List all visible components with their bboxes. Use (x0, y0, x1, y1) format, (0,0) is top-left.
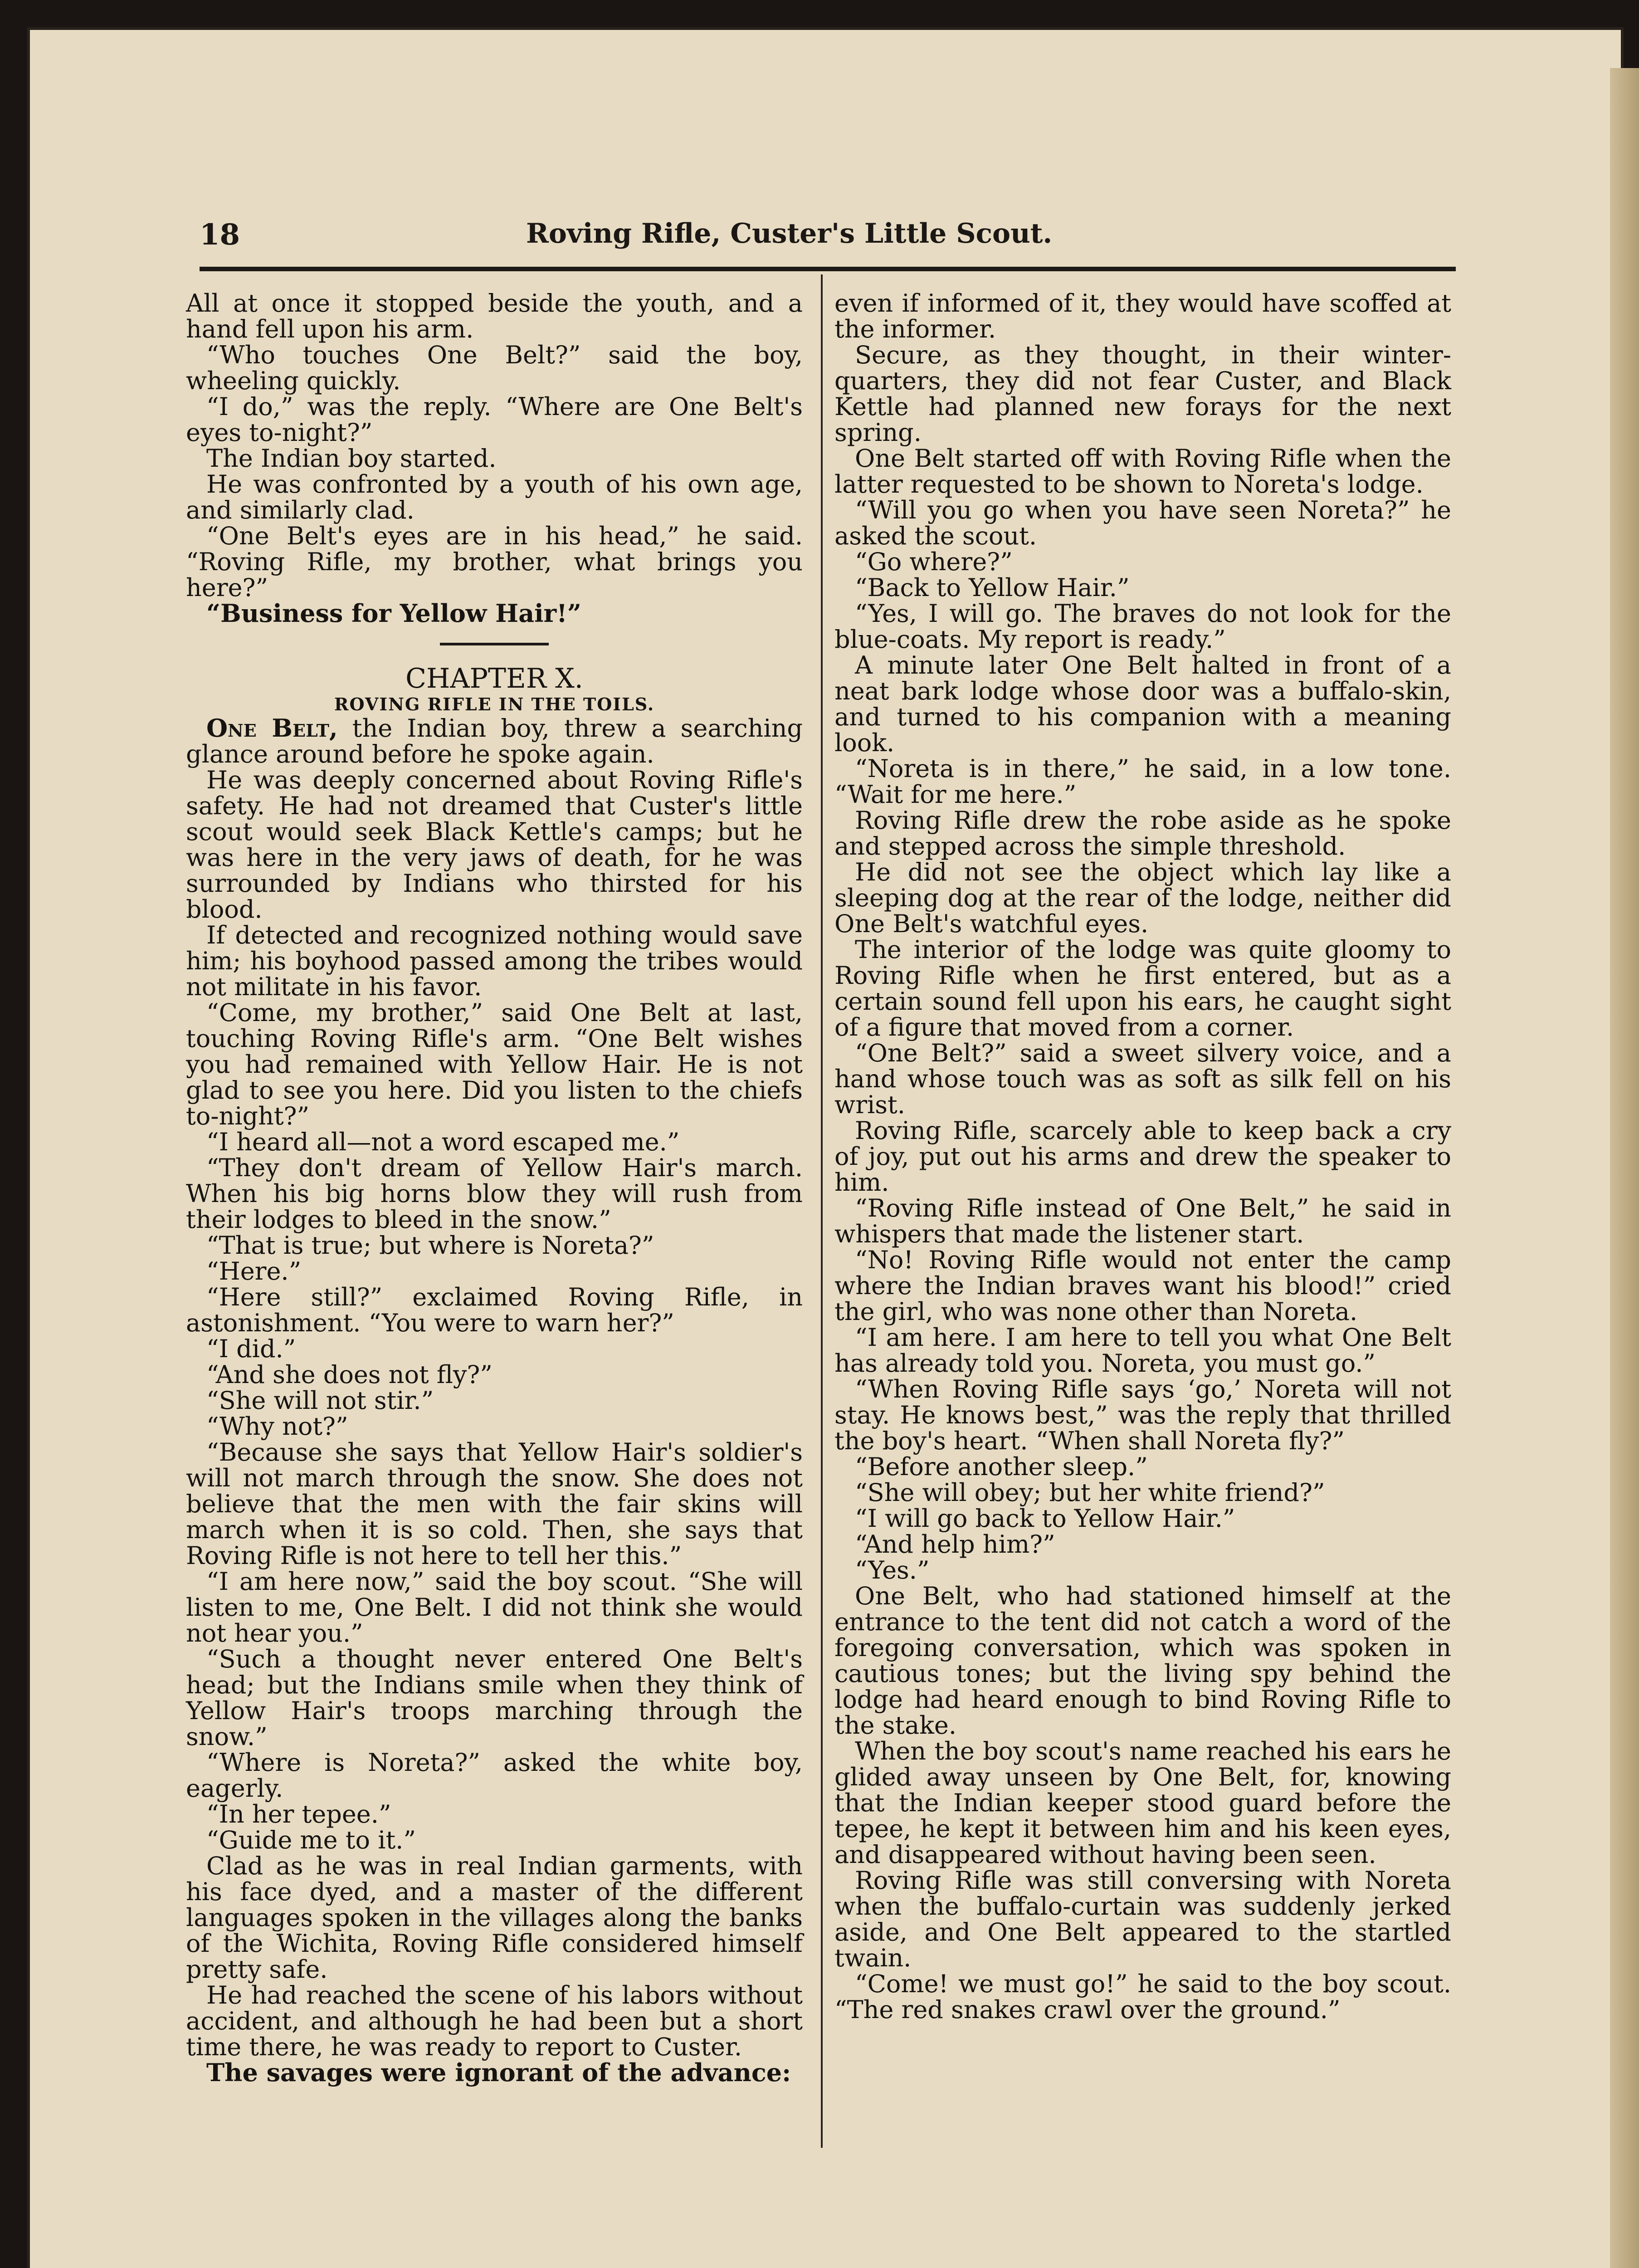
chapter-first-paragraph (186, 715, 803, 767)
chapter-lead-words: One Belt, (206, 714, 338, 743)
paragraph: “And help him?” (855, 1530, 1055, 1559)
paragraph: He was confronted by a youth of his own age, and similarly clad. (186, 470, 803, 524)
paragraph: “And she does not fly?” (206, 1360, 493, 1389)
paragraph: Roving Rifle, scarcely able to keep back a cry of joy, put out his arms and drew the speaker to him. (834, 1116, 1451, 1197)
paragraph: “One Belt?” said a sweet silvery voice, and a hand whose touch was as soft as silk fell on his wrist. (834, 1039, 1451, 1119)
left-column (186, 290, 803, 2086)
chapter-subtitle: ROVING RIFLE IN THE TOILS. (334, 694, 655, 714)
paragraph: If detected and recognized nothing would save him; his boyhood passed among the tribes would not militate in his favor. (186, 921, 803, 1001)
paragraph: One Belt started off with Roving Rifle when the latter requested to be shown to Noreta's lodge. (834, 444, 1451, 499)
paragraph: “I do,” was the reply. “Where are One Belt's eyes to-night?” (186, 392, 803, 447)
book-spine-edge (1610, 68, 1639, 2268)
paragraph: “I will go back to Yellow Hair.” (855, 1504, 1235, 1533)
right-paragraphs (834, 290, 1451, 2023)
paragraph: “Because she says that Yellow Hair's soldier's will not march through the snow. She does not believe that the men with the fair skins will march when it is so cold. Then, she says that Roving Rifle is not here to tell her this.” (186, 1438, 803, 1570)
paragraph: “I am here. I am here to tell you what One Belt has already told you. Noreta, you must go.” (834, 1323, 1451, 1378)
paragraph: A minute later One Belt halted in front of a neat bark lodge whose door was a buffalo-skin, and turned to his companion with a meaning look. (834, 651, 1451, 757)
left-last-line: The savages were ignorant of the advance: (206, 2058, 791, 2087)
chapter-first-paragraph-text: the Indian boy, threw a searching glance around before he spoke again. (186, 714, 803, 768)
chapter-rule (440, 643, 549, 645)
paragraph: “One Belt's eyes are in his head,” he said. “Roving Rifle, my brother, what brings you here?” (186, 522, 803, 602)
paragraph: “I am here now,” said the boy scout. “She will listen to me, One Belt. I did not think she would not hear you.” (186, 1567, 803, 1647)
left-paragraphs-before-chapter (186, 290, 803, 626)
paragraph: “No! Roving Rifle would not enter the camp where the Indian braves want his blood!” cried the girl, who was none other than Noreta. (834, 1246, 1451, 1326)
paragraph: All at once it stopped beside the youth, and a hand fell upon his arm. (186, 289, 803, 343)
paragraph: Roving Rifle drew the robe aside as he spoke and stepped across the simple threshold. (834, 806, 1451, 860)
paragraph: “Roving Rifle instead of One Belt,” he said in whispers that made the listener start. (834, 1194, 1451, 1248)
paragraph: “When Roving Rifle says ‘go,’ Noreta will not stay. He knows best,” was the reply that thrilled the boy's heart. “When shall Noreta fly?” (834, 1375, 1451, 1455)
paragraph: “Such a thought never entered One Belt's head; but the Indians smile when they think of Yellow Hair's troops marching through the snow.” (186, 1645, 803, 1751)
paragraph: “Guide me to it.” (206, 1826, 416, 1854)
paragraph: He did not see the object which lay like a sleeping dog at the rear of the lodge, neither did One Belt's watchful eyes. (834, 858, 1451, 938)
paragraph: “Come, my brother,” said One Belt at last, touching Roving Rifle's arm. “One Belt wishes you had remained with Yellow Hair. He is not glad to see you here. Did you listen to the chiefs to-night?” (186, 998, 803, 1130)
paragraph: One Belt, who had stationed himself at the entrance to the tent did not catch a word of the foregoing conversation, which was spoken in cautious tones; but the living spy behind the lodge had heard enough to bind Roving Rifle to the stake. (834, 1582, 1451, 1740)
paragraph: “Go where?” (855, 547, 1013, 576)
paragraph: “Yes.” (855, 1556, 930, 1584)
paragraph: “Before another sleep.” (855, 1452, 1148, 1481)
paragraph: “Business for Yellow Hair!” (206, 599, 581, 628)
paragraph: Secure, as they thought, in their winter-quarters, they did not fear Custer, and Black Kettle had planned new forays for the next spring. (834, 341, 1451, 447)
chapter-title: CHAPTER X. (405, 663, 583, 694)
paragraph: “Here.” (206, 1257, 302, 1286)
running-title: Roving Rifle, Custer's Little Scout. (526, 218, 1053, 249)
paragraph: Clad as he was in real Indian garments, with his face dyed, and a master of the different languages spoken in the villages along the banks of the Wichita, Roving Rifle considered himself pretty safe. (186, 1852, 803, 1984)
paragraph: “I heard all—not a word escaped me.” (206, 1128, 680, 1156)
paragraph: even if informed of it, they would have scoffed at the informer. (834, 289, 1451, 343)
header-rule (200, 267, 1456, 271)
paragraph: “Noreta is in there,” he said, in a low tone. “Wait for me here.” (834, 754, 1451, 809)
paragraph: “She will obey; but her white friend?” (855, 1478, 1325, 1507)
left-paragraphs-after-chapter (186, 767, 803, 2060)
paragraph: “Come! we must go!” he said to the boy scout. “The red snakes crawl over the ground.” (834, 1970, 1451, 2024)
paragraph: “In her tepee.” (206, 1800, 391, 1828)
paragraph: Roving Rifle was still conversing with Noreta when the buffalo-curtain was suddenly jerked aside, and One Belt appeared to the startled twain. (834, 1866, 1451, 1972)
paragraph: The Indian boy started. (206, 444, 497, 473)
paragraph: “That is true; but where is Noreta?” (206, 1231, 654, 1260)
paragraph: “Back to Yellow Hair.” (855, 573, 1130, 602)
paragraph: The interior of the lodge was quite gloomy to Roving Rifle when he first entered, but as a certain sound fell upon his ears, he caught sight of a figure that moved from a corner. (834, 935, 1451, 1041)
page-number: 18 (200, 218, 240, 252)
paragraph: He was deeply concerned about Roving Rifle's safety. He had not dreamed that Custer's little scout would seek Black Kettle's camps; but he was here in the very jaws of death, for he was surrounded by Indians who thirsted for his blood. (186, 766, 803, 924)
paragraph: “Why not?” (206, 1412, 348, 1441)
paragraph: “She will not stir.” (206, 1386, 434, 1415)
paragraph: “Where is Noreta?” asked the white boy, eagerly. (186, 1748, 803, 1803)
page-header (200, 213, 1451, 263)
paragraph: “Here still?” exclaimed Roving Rifle, in astonishment. “You were to warn her?” (186, 1283, 803, 1337)
paragraph: “Will you go when you have seen Noreta?” he asked the scout. (834, 496, 1451, 550)
paragraph: When the boy scout's name reached his ears he glided away unseen by One Belt, for, knowing that the Indian keeper stood guard before the tepee, he kept it between him and his keen eyes, and disappeared without having been seen. (834, 1737, 1451, 1869)
right-column (834, 290, 1451, 2023)
paragraph: He had reached the scene of his labors without accident, and although he had been but a short time there, he was ready to report to Custer. (186, 1981, 803, 2061)
paragraph: “I did.” (206, 1334, 296, 1363)
paragraph: “Yes, I will go. The braves do not look for the blue-coats. My report is ready.” (834, 599, 1451, 654)
column-divider (821, 274, 823, 2148)
paragraph: “They don't dream of Yellow Hair's march. When his big horns blow they will rush from their lodges to bleed in the snow.” (186, 1154, 803, 1234)
paragraph: “Who touches One Belt?” said the boy, wheeling quickly. (186, 341, 803, 395)
